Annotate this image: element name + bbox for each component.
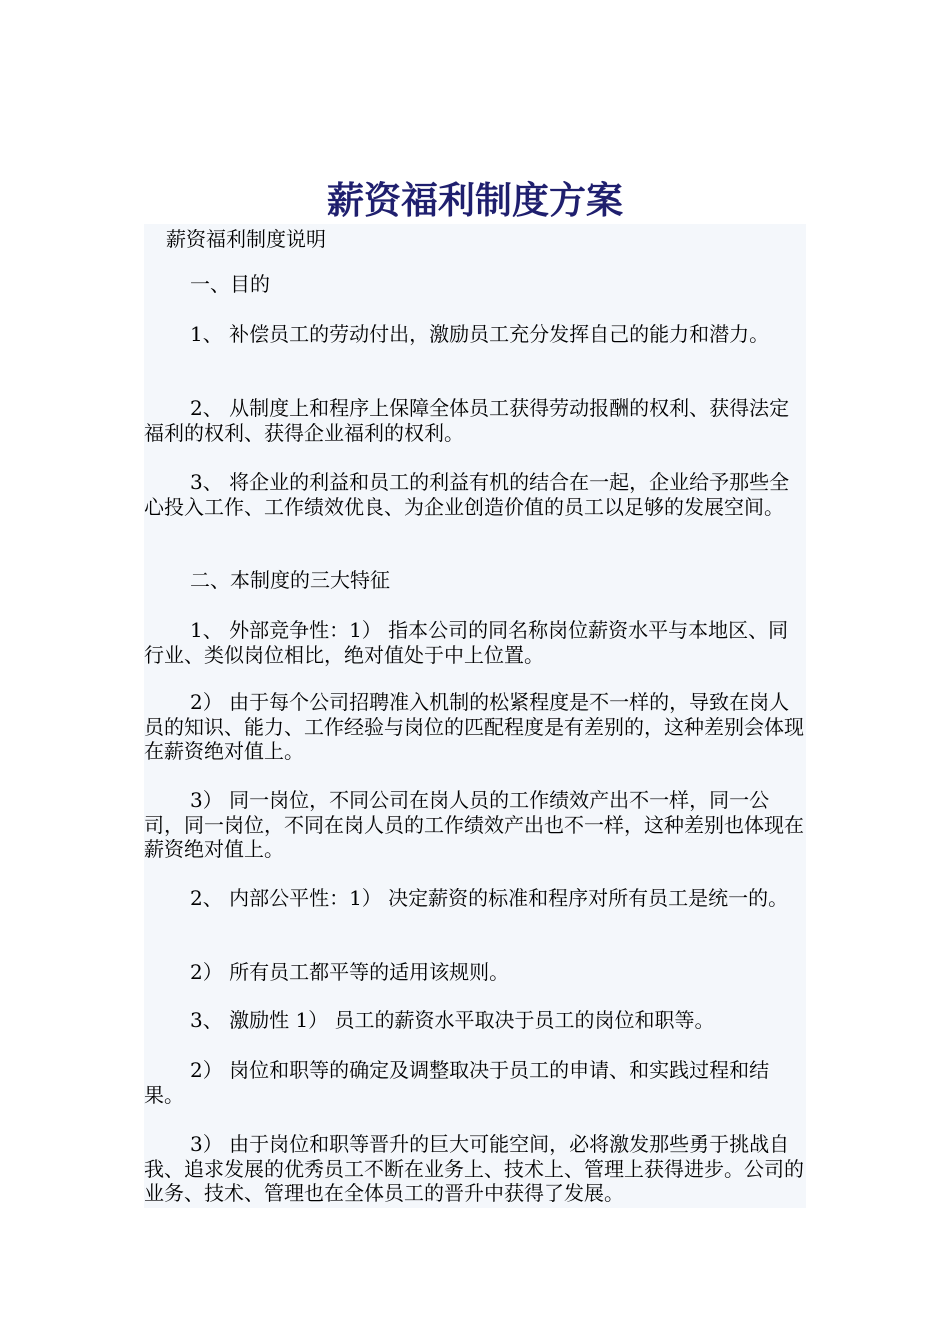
- page-title: 薪资福利制度方案: [327, 178, 623, 222]
- paragraph: 2、 内部公平性：1） 决定薪资的标准和程序对所有员工是统一的。: [190, 886, 789, 910]
- section-heading: 一、目的: [190, 272, 270, 296]
- paragraph: 1、 补偿员工的劳动付出，激励员工充分发挥自己的能力和潜力。: [190, 322, 770, 346]
- paragraph: 3、 激励性 1） 员工的薪资水平取决于员工的岗位和职等。: [190, 1008, 715, 1032]
- paragraph: 1、 外部竞争性：1） 指本公司的同名称岗位薪资水平与本地区、同行业、类似岗位相比，绝对值处于中上位置。: [144, 618, 789, 667]
- paragraph: 3、 将企业的利益和员工的利益有机的结合在一起，企业给予那些全心投入工作、工作绩效优良、为企业创造价值的员工以足够的发展空间。: [144, 470, 790, 519]
- paragraph: 2、 从制度上和程序上保障全体员工获得劳动报酬的权利、获得法定福利的权利、获得企业福利的权利。: [144, 396, 790, 445]
- document-subtitle: 薪资福利制度说明: [166, 227, 326, 251]
- section-heading: 二、本制度的三大特征: [190, 568, 390, 592]
- paragraph: 2） 所有员工都平等的适用该规则。: [190, 960, 510, 984]
- paragraph: 3） 由于岗位和职等晋升的巨大可能空间，必将激发那些勇于挑战自我、追求发展的优秀员工不断在业务上、技术上、管理上获得进步。公司的业务、技术、管理也在全体员工的晋升中获得了发展。: [144, 1132, 804, 1205]
- paragraph: 2） 由于每个公司招聘准入机制的松紧程度是不一样的，导致在岗人员的知识、能力、工作经验与岗位的匹配程度是有差别的，这种差别会体现在薪资绝对值上。: [144, 690, 804, 763]
- paragraph: 3） 同一岗位，不同公司在岗人员的工作绩效产出不一样，同一公司，同一岗位，不同在岗人员的工作绩效产出也不一样，这种差别也体现在薪资绝对值上。: [144, 788, 804, 861]
- document-body: [144, 224, 806, 1208]
- paragraph: 2） 岗位和职等的确定及调整取决于员工的申请、和实践过程和结果。: [144, 1058, 770, 1107]
